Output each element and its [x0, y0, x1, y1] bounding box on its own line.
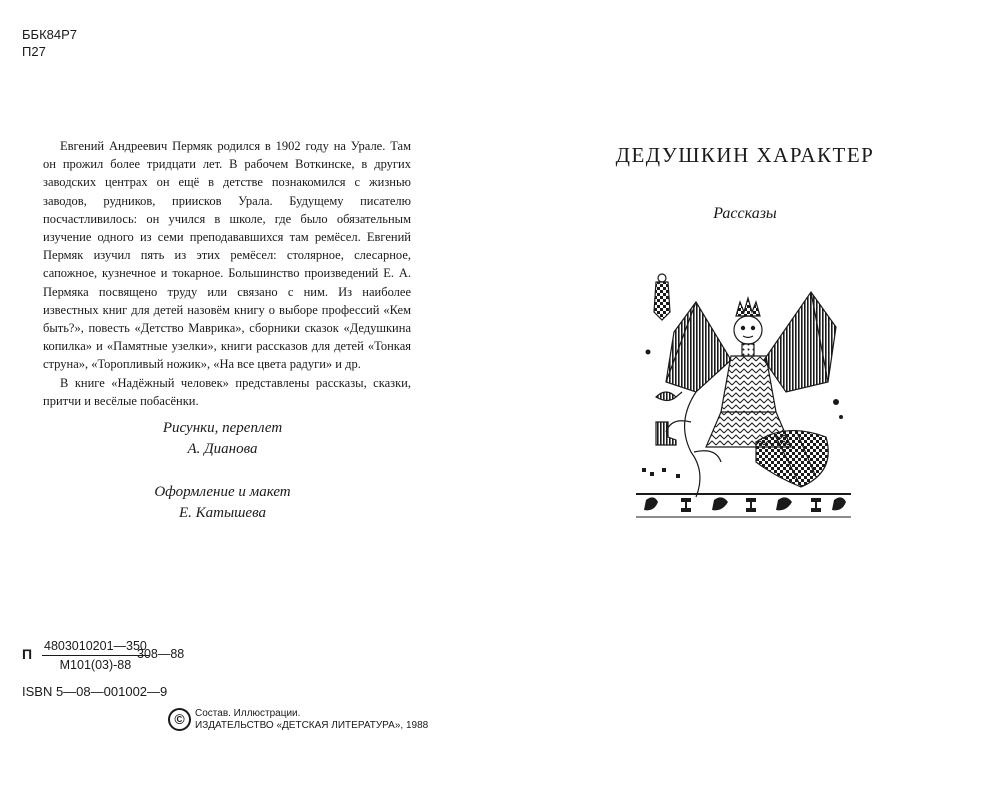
copyright-line: Состав. Иллюстрации. — [195, 708, 301, 719]
credit-role: Оформление и макет — [154, 484, 291, 500]
credit-role: Рисунки, переплет — [162, 420, 283, 436]
book-title: ДЕДУШКИН ХАРАКТЕР — [615, 143, 875, 167]
bbk-classification — [22, 26, 77, 60]
bio-paragraph: В книге «Надёжный человек» представлены рассказы, сказки, притчи и весёлые побасёнки. — [43, 375, 411, 408]
catalog-numerator: 4803010201—350 — [42, 638, 149, 656]
index-code: П27 — [22, 44, 46, 59]
book-subtitle: Рассказы — [713, 205, 777, 222]
folk-bird-woman-illustration-icon — [636, 272, 851, 522]
author-bio — [43, 137, 411, 410]
bio-paragraph: Евгений Андреевич Пермяк родился в 1902 году на Урале. Там он прожил более тридцати лет. В рабочем Воткинске, в других заводских центрах он ещё в детстве познакомился с жизнью заводов, рудников, приисков Урала. Будущему писателю посчастливилось: он учился в школе, где было обязательным изучение одного из семи преподававшихся там ремёсел. Евгений Пермяк изучил пять из этих ремёсел: столярное, слесарное, сапожное, кузнечное и токарное. Большинство произведений Е. А. Пермяка посвящено труду или связано с ним. Из наиболее известных книг для детей назовём книгу о выборе профессий «Кем быть?», повесть «Детство Маврика», сборники сказок «Дедушкина копилка» и «Памятные узелки», книги рассказов для детей «Тонкая струна», «Торопливый ножик», «На все цвета радуги» и др. — [43, 139, 411, 372]
copyright-icon: © — [168, 708, 191, 731]
designer-credit — [120, 482, 325, 524]
catalog-letter: П — [22, 646, 33, 662]
credit-person: Е. Катышева — [178, 505, 266, 521]
isbn: ISBN 5—08—001002—9 — [22, 684, 168, 699]
credit-person: А. Дианова — [187, 441, 258, 457]
catalog-fraction — [42, 638, 149, 673]
copyright-line: ИЗДАТЕЛЬСТВО «ДЕТСКАЯ ЛИТЕРАТУРА», 1988 — [195, 720, 429, 731]
illustrator-credit — [120, 418, 325, 460]
bbk-code: ББК84Р7 — [22, 27, 77, 42]
catalog-suffix: 308—88 — [137, 647, 185, 661]
catalog-denominator: М101(03)-88 — [59, 658, 132, 672]
